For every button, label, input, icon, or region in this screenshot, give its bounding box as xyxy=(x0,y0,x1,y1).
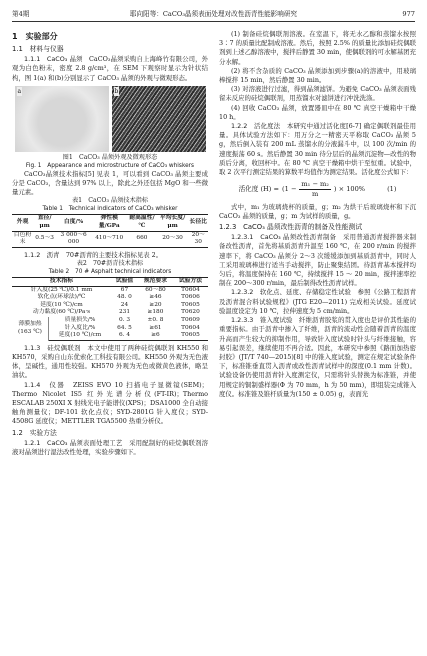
table-row: 动力黏度(60 ℃)/Pa·s 231 ≥180 T0620 xyxy=(32,309,200,316)
table-row: 薄膜加热(163 ℃) 质量损失/% 0. 3 ±0. 8 T0609 xyxy=(12,317,208,325)
step-1: (1) 制备硅烷偶联剂溶液。在室温下，将无水乙醇和蒸馏水按照 3∶7 的质量比配制成溶液。然后，按照 2.5% 的质量比添加硅烷偶联剂到上述乙醇溶液中，搅拌后静置 30 min，使偶联剂的可水解基团充分水解。 xyxy=(219,30,416,66)
whisker-sem-micrograph: b xyxy=(112,86,206,152)
table-row: 延度(10 ℃)/cm 24 ≥20 T0605 xyxy=(40,301,200,308)
figure-1 xyxy=(12,86,208,152)
paragraph-asphalt: 1.1.2 沥青 70#沥青的主要技术指标见表 2。 xyxy=(24,250,163,259)
step-2: (2) 将不含杂质的 CaCO₃ 晶须添加到步骤(a)的溶液中，用玻璃棒搅拌 15 min，然后静置 30 min。 xyxy=(219,66,416,85)
paragraph-table1-intro: CaCO₃晶须技术指标[5] 见表 1，可以看到 CaCO₃ 晶须主要成分是 CaCO₃，含量达到 97% 以上，除此之外还包括 MgO 和一些微量元素。 xyxy=(12,169,208,197)
paragraph-instruments: 1.1.4 仪器 ZEISS EVO 10 扫描电子显微镜(SEM)；Thermo Nicolet IS5 红外光谱分析仪(FT-IR)；Thermo ESCALAB 250XI X 射线光电子能谱仪(XPS)；DSA1000 全自动接触角测量仪；DF-101 软化点仪；SYD-2801G 针入度仪；SYD-4508G 延度仪；METTLER TGA5500 热重分析仪。 xyxy=(12,380,208,426)
section-1-2-heading: 1.2 实验方法 xyxy=(12,428,57,437)
table-header-cell: 直径/μm xyxy=(33,215,56,231)
step-3: (3) 对溶液进行过滤，得到晶须滤饼。为避免 CaCO₃ 晶须表面残留未反应的硅烷偶联剂，用蒸馏水对滤饼进行冲洗洗涤。 xyxy=(219,85,416,103)
section-1-1-heading: 1.1 材料与仪器 xyxy=(12,45,64,53)
running-title: 耶向阳等：CaCO₃晶须表面处理对改性沥青性能影响研究 xyxy=(129,10,298,18)
table-2-caption-cn: 表2 70#沥青技术指标 xyxy=(76,260,144,267)
table-header-cell: 规范要求 xyxy=(138,278,173,287)
table-header-cell: 试验值 xyxy=(111,278,138,287)
paragraph-preparation: 1.2.3.1 CaCO₃ 晶须改性沥青制备 采用普通沥青搅拌器来制备改性沥青，首先将基质沥青升温至 160 ℃，在 200 r/min 的搅拌速率下，将 CaCO₃ 晶须分 2～3 次缓缓添加到基质沥青中，同时人工采用玻璃棒进行适当手动搅拌，防止聚集结团。待沥青基本搅拌均匀后，将温度保持在 160 ℃，持续搅拌 15 ～ 20 min，搅拌速率控制在 200～300 r/min，最后制得改性沥青试样。 xyxy=(219,233,417,288)
table-1-caption-en: Table 1 Technical indicators of CaCO₃ whisker xyxy=(42,206,178,213)
table-header-cell: 白度/% xyxy=(56,215,91,231)
step-4: (4) 回收 CaCO₃ 晶须，放置器皿中在 80 ℃ 真空干燥箱中干燥 10 h。 xyxy=(219,103,416,121)
table-row: 延度(10 ℃)/cm 6. 4 ≥6 T0605 xyxy=(12,332,208,340)
table-row: 针入度比/% 64. 5 ≥61 T0604 xyxy=(64,324,200,331)
table-row: 针入度(25 ℃)/0.1 mm 67 60～80 T0604 xyxy=(30,286,200,293)
paragraph-cone-penetration: 1.2.3.3 锥入度试验 纤维沥青胶浆的贯入度也是评价其性能的重要指标。由于沥青中掺入了纤维，沥青的流动性会随着沥青的温度升高而产生较大的抑制作用，导致针入度试验时针头与纤维接触，容易引起误差，继续使用不再合适。因此，本研究中参照《路面加热密封胶》(JT/T 740—2015)[8] 中的锥入度试验，测定在规定试验条件下，标准锥垂直贯入沥青或改性沥青试样中的深度(0.1 mm 计数)。试验设备仍使用沥青针入度测定仪，只需将针头替换为标准锥，并使用规定的铜制盛样器(Φ 为 70 mm，h 为 50 mm)，即组装完成锥入度仪。标准锥及锥杆质量为(150 ± 0.05) g，表面光 xyxy=(219,316,417,398)
paragraph-softening-test: 1.2.3.2 软化点、延度、存储稳定性试验 参照《公路工程沥青及沥青混合料试验规程》(JTG E20—2011) 完成相关试验。延度试验温度设定为 10 ℃，拉伸速度为 5 cm/min。 xyxy=(219,288,417,315)
right-column xyxy=(219,30,416,399)
figure-1-caption-en: Fig. 1 Appearance and microstructure of CaCO₃ whiskers xyxy=(25,162,195,169)
table-header-cell: 外观 xyxy=(12,215,33,231)
table-header-cell: 耐高温性/℃ xyxy=(127,215,156,231)
table-1 xyxy=(12,214,208,247)
formula-note: 式中，m₁ 为玻璃烧杯的质量，g；m₂ 为烘干后玻璃烧杯和下沉 CaCO₃ 晶须的质量，g；m 为试样的质量，g。 xyxy=(219,202,416,220)
paragraph-activation: 1.2.2 活化度法 本研究中通过活化度[6-7] 确定偶联剂最佳用量。具体试验方法如下：用万分之一精密天平称取 CaCO₃ 晶须 5 g，然后倒入装有 200 mL 蒸馏水的分液漏斗中，以 100 次/min 的速度振荡 60 s。然后静置 30 min 待分层后的晶须沉淀物—改性的物质后分离，收回杯中。在 80 ℃ 真空干燥箱中烘干至恒重。试验中，取 2 次平行测定结果的算数平均值作为测定结果。活化度公式如下： xyxy=(219,122,416,177)
figure-1-caption-cn: 图1 CaCO₃ 晶须外观及微观形态 xyxy=(62,153,158,161)
table-header-cell: 试验方法 xyxy=(173,278,208,287)
table-2 xyxy=(12,277,208,341)
table-2-caption-en: Table 2 70 # Asphalt technical indicators xyxy=(48,269,172,275)
table-header-cell: 长径比 xyxy=(188,215,208,231)
table-row: 软化点(环球法)/℃ 48. 0 ≥46 T0606 xyxy=(37,294,200,301)
left-column xyxy=(12,30,208,457)
table-header-cell: 平均长度/μm xyxy=(157,215,189,231)
activation-formula: 活化度 (H) = ( 1 − $\frac{\text{m₁ − m₂}}{m}$ ) × 100% (1) xyxy=(238,180,397,199)
paragraph-silane: 1.1.3 硅烷偶联剂 本文中使用了两种硅烷偶联剂 KH550 和 KH570，采购自山东优索化工科技有限公司。KH550 外观为无色液体，呈碱性，通用性较强。KH570 外观为无色或微黄色液体，略呈油状。 xyxy=(12,343,209,380)
equation-number: (1) xyxy=(387,185,397,194)
running-header xyxy=(12,9,415,22)
section-1-heading: 1 实验部分 xyxy=(12,32,58,41)
table-row: 白色粉末 0.5～3 3 000～6 000 410～710 660 20～30 20～30 xyxy=(12,231,208,247)
table-1-caption-cn: 表1 CaCO₃ 晶须技术指标 xyxy=(71,197,149,205)
page-number: 977 xyxy=(402,10,415,18)
formula-fraction: $\frac{\text{m₁ − m₂}}{m}$ xyxy=(301,180,329,199)
whisker-appearance-photo: a xyxy=(15,86,109,152)
paragraph-whisker: 1.1.1 CaCO₃ 晶须 CaCO₃晶须采购自上海峰竹有限公司，外观为白色粉末，密度 2.8 g/cm³，在 SEM 下观察时显示为针状结构，图 1(a) 和(b)分别显示了 CaCO₃ 晶须的外观与微观形态。 xyxy=(12,55,209,82)
table-header-cell: 弹性模量/GPa xyxy=(91,215,127,231)
table-header-cell: 技术指标 xyxy=(12,278,111,287)
issue-number: 第4期 xyxy=(12,10,30,18)
section-1-2-3-heading: 1.2.3 CaCO₃ 晶须改性沥青的制备及性能测试 xyxy=(219,223,363,232)
paragraph-surface-treatment: 1.2.1 CaCO₃ 晶须表面处理工艺 采用配制好的硅烷偶联剂溶液对晶须进行湿法改性处理，实验步骤如下。 xyxy=(12,438,208,456)
